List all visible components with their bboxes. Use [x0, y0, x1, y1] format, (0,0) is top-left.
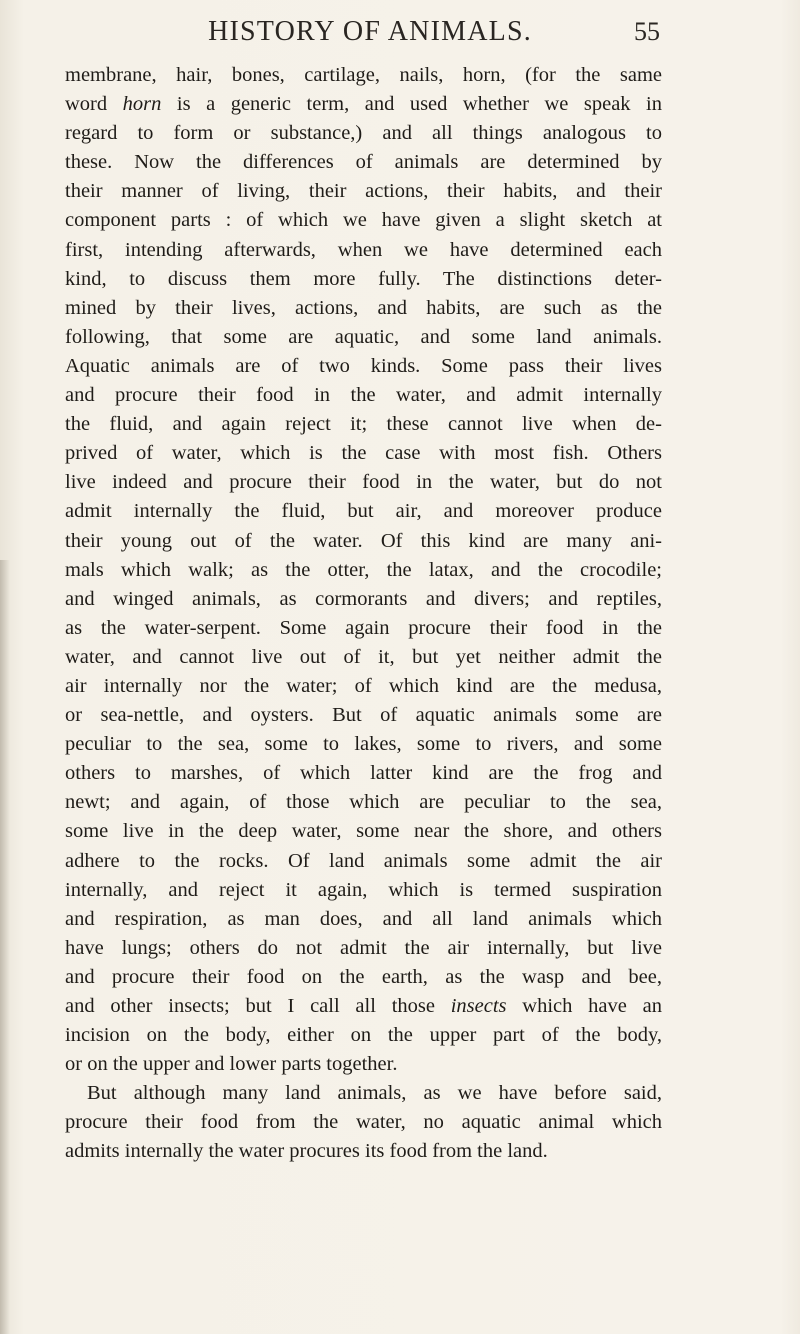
text-line: the fluid, and again reject it; these cannot live when de-	[65, 413, 662, 436]
text-line: internally, and reject it again, which is termed suspiration	[65, 878, 662, 901]
text-line: admit internally the fluid, but air, and moreover produce	[65, 500, 662, 523]
text-line: have lungs; others do not admit the air internally, but live	[65, 936, 662, 959]
text-line: first, intending afterwards, when we have determined each	[65, 238, 662, 261]
text-line: some live in the deep water, some near the shore, and others	[65, 820, 662, 843]
text-line: others to marshes, of which latter kind are the frog and	[65, 762, 662, 785]
text-line: their young out of the water. Of this kind are many ani-	[65, 529, 662, 552]
text-line: prived of water, which is the case with most fish. Others	[65, 442, 662, 465]
binding-shadow	[0, 560, 10, 1334]
text-fragment: is a generic term, and used whether we speak in	[161, 93, 662, 116]
text-line: their manner of living, their actions, their habits, and their	[65, 180, 662, 203]
text-line	[65, 90, 662, 119]
text-line: air internally nor the water; of which kind are the medusa,	[65, 674, 662, 697]
text-line: component parts : of which we have given a slight sketch at	[65, 209, 662, 232]
text-line	[65, 992, 662, 1021]
text-line: and procure their food on the earth, as the wasp and bee,	[65, 965, 662, 988]
text-line: mined by their lives, actions, and habits, are such as the	[65, 296, 662, 319]
text-line: and respiration, as man does, and all land animals which	[65, 907, 662, 930]
page-number: 55	[634, 17, 660, 46]
text-line: adhere to the rocks. Of land animals some admit the air	[65, 849, 662, 872]
text-fragment: which have an	[506, 995, 662, 1017]
text-line: as the water-serpent. Some again procure their food in the	[65, 616, 662, 639]
text-line: peculiar to the sea, some to lakes, some to rivers, and some	[65, 733, 662, 756]
text-line: kind, to discuss them more fully. The distinctions deter-	[65, 267, 662, 290]
text-line: But although many land animals, as we have before said,	[87, 1082, 662, 1105]
body-text	[65, 61, 662, 1167]
italic-term: horn	[122, 93, 162, 116]
text-line: mals which walk; as the otter, the latax, and the crocodile;	[65, 558, 662, 581]
text-line: regard to form or substance,) and all things analogous to	[65, 122, 662, 145]
text-fragment: word	[65, 93, 123, 116]
text-line: incision on the body, either on the upper part of the body,	[65, 1024, 662, 1047]
text-line: and winged animals, as cormorants and divers; and reptiles,	[65, 587, 662, 610]
text-line: admits internally the water procures its food from the land.	[65, 1140, 548, 1163]
italic-term: insects	[450, 995, 507, 1017]
text-line: procure their food from the water, no aquatic animal which	[65, 1111, 662, 1134]
page-title: HISTORY OF ANIMALS.	[208, 16, 532, 47]
text-line: water, and cannot live out of it, but yet neither admit the	[65, 645, 662, 668]
running-head	[0, 14, 800, 50]
text-line: following, that some are aquatic, and some land animals.	[65, 325, 662, 348]
text-line: Aquatic animals are of two kinds. Some pass their lives	[65, 354, 662, 377]
text-line: and procure their food in the water, and admit internally	[65, 384, 662, 407]
text-line: newt; and again, of those which are peculiar to the sea,	[65, 791, 662, 814]
text-fragment: and other insects; but I call all those	[65, 995, 451, 1017]
text-line: live indeed and procure their food in the water, but do not	[65, 471, 662, 494]
text-line: or on the upper and lower parts together.	[65, 1053, 398, 1076]
text-line: membrane, hair, bones, cartilage, nails, horn, (for the same	[65, 64, 662, 86]
text-line: these. Now the differences of animals are determined by	[65, 151, 662, 174]
text-line: or sea-nettle, and oysters. But of aquatic animals some are	[65, 704, 662, 727]
